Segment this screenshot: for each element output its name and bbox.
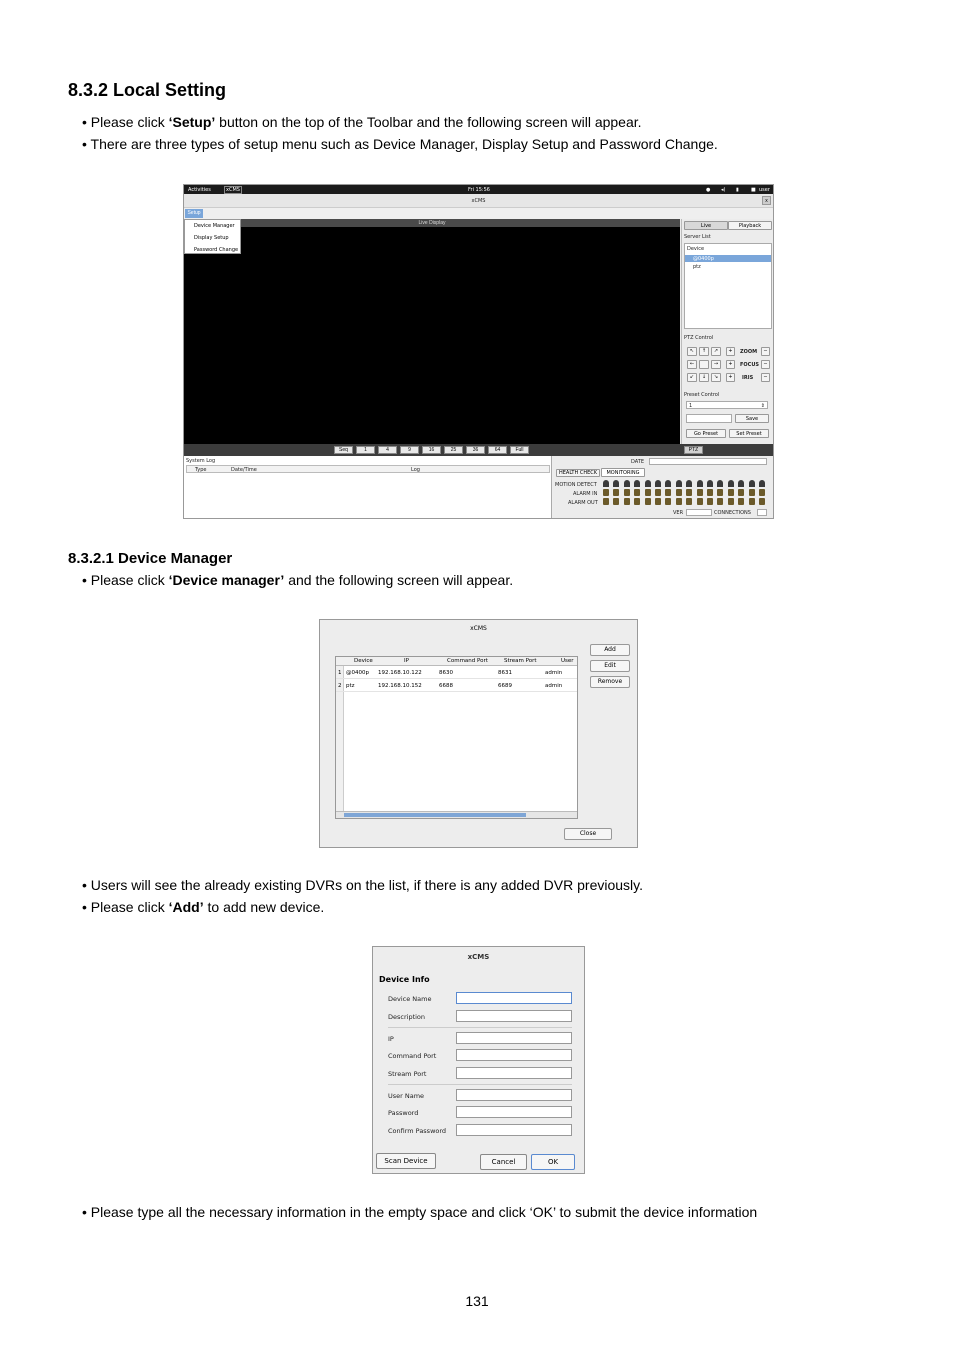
setup-menu-button[interactable]: Setup — [185, 209, 203, 218]
right-control-panel — [681, 219, 774, 444]
ip-cell: 192.168.10.152 — [378, 683, 422, 689]
layout-25-button[interactable]: 25 — [444, 446, 463, 454]
layout-1-button[interactable]: 1 — [356, 446, 375, 454]
confirm-password-input[interactable] — [456, 1124, 572, 1136]
command-port-label: Command Port — [388, 1052, 437, 1060]
col-datetime: Date/Time — [231, 467, 257, 473]
stream-port-label: Stream Port — [388, 1070, 427, 1078]
xcms-main-window — [183, 184, 774, 519]
log-table-header — [186, 465, 550, 473]
col-device: Device — [354, 658, 373, 664]
iris-close-button[interactable]: − — [761, 373, 770, 382]
layout-36-button[interactable]: 36 — [466, 446, 485, 454]
alarm-out-indicator-icon — [707, 498, 713, 505]
iris-open-button[interactable]: + — [726, 373, 735, 382]
set-preset-button[interactable]: Set Preset — [729, 429, 769, 438]
window-title: xCMS — [471, 198, 486, 204]
layout-full-button[interactable]: Full — [510, 446, 529, 454]
tab-playback[interactable]: Playback — [728, 221, 772, 230]
system-log-label: System Log — [186, 458, 216, 464]
remove-button[interactable]: Remove — [590, 676, 630, 688]
motion-indicator-icon — [759, 480, 765, 487]
chevron-down-icon: ⇕ — [760, 403, 765, 409]
zoom-out-button[interactable]: − — [761, 347, 770, 356]
alarm-in-label: ALARM IN — [573, 491, 598, 497]
motion-indicator-icon — [676, 480, 682, 487]
close-button[interactable]: Close — [564, 828, 612, 840]
text: • Please click — [82, 899, 169, 915]
alarm-out-indicator-icon — [759, 498, 765, 505]
user-name[interactable]: user — [759, 187, 770, 193]
motion-indicator-icon — [697, 480, 703, 487]
stream-port-cell: 8631 — [498, 670, 512, 676]
alarm-out-indicator-icon — [686, 498, 692, 505]
alarm-out-indicator-icon — [676, 498, 682, 505]
device-info-dialog — [372, 946, 585, 1174]
alarm-out-indicator-icon — [613, 498, 619, 505]
server-list-label: Server List — [684, 234, 711, 240]
alarm-in-indicator-icon — [603, 489, 609, 496]
confirm-password-label: Confirm Password — [388, 1127, 447, 1135]
alarm-out-indicator-icon — [655, 498, 661, 505]
device-column-header: Device — [687, 246, 705, 252]
text: to add new device. — [203, 899, 325, 915]
command-port-cell: 6688 — [439, 683, 453, 689]
alarm-in-indicator-icon — [676, 489, 682, 496]
motion-indicator-icon — [603, 480, 609, 487]
divider — [388, 1084, 572, 1085]
go-preset-button[interactable]: Go Preset — [686, 429, 726, 438]
menu-item-display-setup[interactable]: Display Setup — [194, 235, 229, 241]
clock: Fri 15:56 — [468, 187, 490, 193]
alarm-in-indicator-icon — [624, 489, 630, 496]
device-cell: @0400p — [346, 670, 369, 676]
alarm-in-indicator-icon — [707, 489, 713, 496]
tab-monitoring[interactable]: MONITORING — [601, 468, 645, 477]
save-preset-button[interactable]: Save — [735, 414, 769, 423]
alarm-in-indicator-icon — [645, 489, 651, 496]
alarm-in-indicator-icon — [686, 489, 692, 496]
edit-button[interactable]: Edit — [590, 660, 630, 672]
alarm-out-indicator-icon — [728, 498, 734, 505]
alarm-out-indicator-icon — [634, 498, 640, 505]
live-display-area[interactable] — [184, 219, 680, 444]
user-name-label: User Name — [388, 1092, 425, 1100]
add-term: ‘Add’ — [168, 899, 204, 915]
alarm-in-indicator-icon — [728, 489, 734, 496]
alarm-out-indicator-icon — [645, 498, 651, 505]
setup-types-note: • There are three types of setup menu such as Device Manager, Display Setup and Password Change. — [82, 136, 718, 152]
col-ip: IP — [404, 658, 409, 664]
device-item[interactable]: ptz — [693, 264, 701, 270]
layout-9-button[interactable]: 9 — [400, 446, 419, 454]
alarm-out-indicator-icon — [603, 498, 609, 505]
stream-port-cell: 6689 — [498, 683, 512, 689]
alarm-out-label: ALARM OUT — [568, 500, 598, 506]
alarm-in-indicator-icon — [697, 489, 703, 496]
menu-item-password-change[interactable]: Password Change — [194, 247, 239, 253]
alarm-out-indicator-icon — [738, 498, 744, 505]
text: button on the top of the Toolbar and the following screen will appear. — [215, 114, 642, 130]
description-label: Description — [388, 1013, 426, 1021]
date-field — [649, 458, 767, 465]
col-command-port: Command Port — [447, 658, 488, 664]
tab-live[interactable]: Live — [684, 221, 728, 230]
text: • Please click — [82, 114, 169, 130]
device-manager-dialog — [319, 619, 638, 848]
preset-control-label: Preset Control — [684, 392, 720, 398]
layout-4-button[interactable]: 4 — [378, 446, 397, 454]
alarm-out-indicator-icon — [697, 498, 703, 505]
section-heading: 8.3.2 Local Setting — [68, 80, 227, 100]
alarm-out-indicator-icon — [749, 498, 755, 505]
ip-label: IP — [388, 1035, 394, 1043]
alarm-out-indicator-icon — [717, 498, 723, 505]
ptz-up-button[interactable]: ↑ — [699, 347, 709, 356]
list-item-selected[interactable] — [685, 255, 771, 262]
channel-indicators — [603, 480, 773, 508]
user-cell: admin — [545, 683, 563, 689]
text: • Please click — [82, 572, 169, 588]
divider — [388, 1027, 572, 1028]
preset-name-input[interactable] — [686, 414, 732, 423]
table-row[interactable] — [336, 680, 577, 692]
motion-indicator-icon — [665, 480, 671, 487]
user-name-input[interactable] — [456, 1089, 572, 1101]
date-label: DATE — [631, 459, 645, 465]
motion-indicator-icon — [738, 480, 744, 487]
row-number: 2 — [338, 683, 342, 689]
add-instruction — [82, 896, 324, 918]
menu-item-device-manager[interactable]: Device Manager — [194, 223, 235, 229]
col-user: User — [561, 658, 574, 664]
scrollbar-thumb[interactable] — [344, 813, 526, 817]
row-number: 1 — [338, 670, 342, 676]
cancel-button[interactable]: Cancel — [480, 1154, 527, 1170]
connections-field — [757, 509, 767, 516]
motion-indicator-icon — [686, 480, 692, 487]
motion-indicator-icon — [645, 480, 651, 487]
preset-value: 1 — [689, 403, 693, 409]
user-cell: admin — [545, 670, 563, 676]
monitoring-panel — [553, 456, 774, 519]
device-item: @0400p — [693, 256, 714, 262]
dialog-title: xCMS — [470, 625, 487, 632]
alarm-in-indicator-icon — [738, 489, 744, 496]
device-manager-heading: 8.3.2.1 Device Manager — [68, 550, 233, 567]
setup-dropdown — [184, 219, 241, 254]
password-label: Password — [388, 1109, 419, 1117]
battery-icon: ▮ — [736, 187, 739, 193]
alarm-out-indicator-icon — [624, 498, 630, 505]
live-display-header: Live Display — [184, 219, 680, 227]
table-row[interactable] — [336, 667, 577, 679]
alarm-in-indicator-icon — [665, 489, 671, 496]
scan-device-button[interactable]: Scan Device — [376, 1153, 436, 1169]
activities-menu[interactable]: Activities — [188, 187, 211, 193]
version-field — [686, 509, 712, 516]
alarm-out-indicator-icon — [665, 498, 671, 505]
existing-dvrs-note: • Users will see the already existing DVRs on the list, if there is any added DVR previously. — [82, 877, 643, 893]
horizontal-scrollbar[interactable] — [336, 811, 577, 818]
device-manager-instruction — [82, 569, 513, 591]
iris-label: IRIS — [742, 375, 754, 381]
alarm-in-indicator-icon — [613, 489, 619, 496]
layout-64-button[interactable]: 64 — [488, 446, 507, 454]
device-manager-term: ‘Device manager’ — [168, 572, 285, 588]
col-stream-port: Stream Port — [504, 658, 537, 664]
ptz-down-right-button[interactable]: ↘ — [711, 373, 721, 382]
menu-bar — [184, 208, 773, 219]
motion-indicator-icon — [707, 480, 713, 487]
alarm-in-indicator-icon — [634, 489, 640, 496]
ptz-control-label: PTZ Control — [684, 335, 714, 341]
alarm-in-indicator-icon — [655, 489, 661, 496]
motion-indicator-icon — [749, 480, 755, 487]
system-top-bar — [184, 185, 773, 194]
alarm-in-indicator-icon — [759, 489, 765, 496]
command-port-input[interactable] — [456, 1049, 572, 1061]
zoom-label: ZOOM — [740, 349, 758, 355]
ptz-down-left-button[interactable]: ↙ — [687, 373, 697, 382]
password-input[interactable] — [456, 1106, 572, 1118]
focus-in-button[interactable]: + — [726, 360, 735, 369]
device-name-input[interactable] — [456, 992, 572, 1004]
ptz-up-right-button[interactable]: ↗ — [711, 347, 721, 356]
ptz-left-button[interactable]: ← — [687, 360, 697, 369]
preset-select[interactable] — [686, 401, 768, 409]
add-button[interactable]: Add — [590, 644, 630, 656]
setup-term: ‘Setup’ — [168, 114, 216, 130]
ok-button[interactable]: OK — [531, 1154, 575, 1170]
server-list — [684, 243, 772, 329]
ip-cell: 192.168.10.122 — [378, 670, 422, 676]
device-info-heading: Device Info — [379, 975, 430, 984]
col-type: Type — [195, 467, 207, 473]
close-icon[interactable]: x — [762, 196, 771, 205]
layout-seq-button[interactable]: Seq — [334, 446, 353, 454]
zoom-in-button[interactable]: + — [726, 347, 735, 356]
motion-indicator-icon — [634, 480, 640, 487]
user-icon[interactable]: ■ — [751, 187, 756, 193]
device-cell: ptz — [346, 683, 355, 689]
connections-label: CONNECTIONS — [714, 510, 751, 516]
motion-indicator-icon — [717, 480, 723, 487]
ip-input[interactable] — [456, 1032, 572, 1044]
focus-label: FOCUS — [740, 362, 759, 368]
system-log-panel — [184, 456, 552, 519]
device-table — [335, 656, 578, 819]
motion-detect-label: MOTION DETECT — [555, 482, 597, 488]
tab-health-check[interactable]: HEALTH CHECK — [556, 469, 600, 477]
power-icon[interactable]: ● — [706, 187, 711, 193]
ptz-right-button[interactable]: → — [711, 360, 721, 369]
app-menu[interactable]: xCMS — [226, 187, 240, 193]
col-log: Log — [411, 467, 420, 473]
alarm-in-indicator-icon — [749, 489, 755, 496]
submit-instruction: • Please type all the necessary information in the empty space and click ‘OK’ to submit the device information — [82, 1204, 758, 1220]
version-label: VER — [673, 510, 684, 516]
text: and the following screen will appear. — [284, 572, 514, 588]
motion-indicator-icon — [624, 480, 630, 487]
description-input[interactable] — [456, 1010, 572, 1022]
motion-indicator-icon — [655, 480, 661, 487]
stream-port-input[interactable] — [456, 1067, 572, 1079]
ptz-up-left-button[interactable]: ↖ — [687, 347, 697, 356]
table-header — [336, 657, 577, 666]
dialog-title: xCMS — [467, 953, 490, 961]
window-title-bar — [184, 194, 773, 208]
setup-instruction — [82, 111, 642, 133]
ptz-center-button[interactable] — [699, 360, 709, 369]
layout-toolbar — [184, 444, 774, 456]
motion-indicator-icon — [728, 480, 734, 487]
ptz-down-button[interactable]: ↓ — [699, 373, 709, 382]
layout-16-button[interactable]: 16 — [422, 446, 441, 454]
volume-icon[interactable]: ◂) — [721, 187, 726, 193]
ptz-toggle-button[interactable]: PTZ — [684, 446, 703, 454]
device-name-label: Device Name — [388, 995, 432, 1003]
motion-indicator-icon — [613, 480, 619, 487]
alarm-in-indicator-icon — [717, 489, 723, 496]
command-port-cell: 8630 — [439, 670, 453, 676]
focus-out-button[interactable]: − — [761, 360, 770, 369]
page-number: 131 — [465, 1293, 489, 1309]
